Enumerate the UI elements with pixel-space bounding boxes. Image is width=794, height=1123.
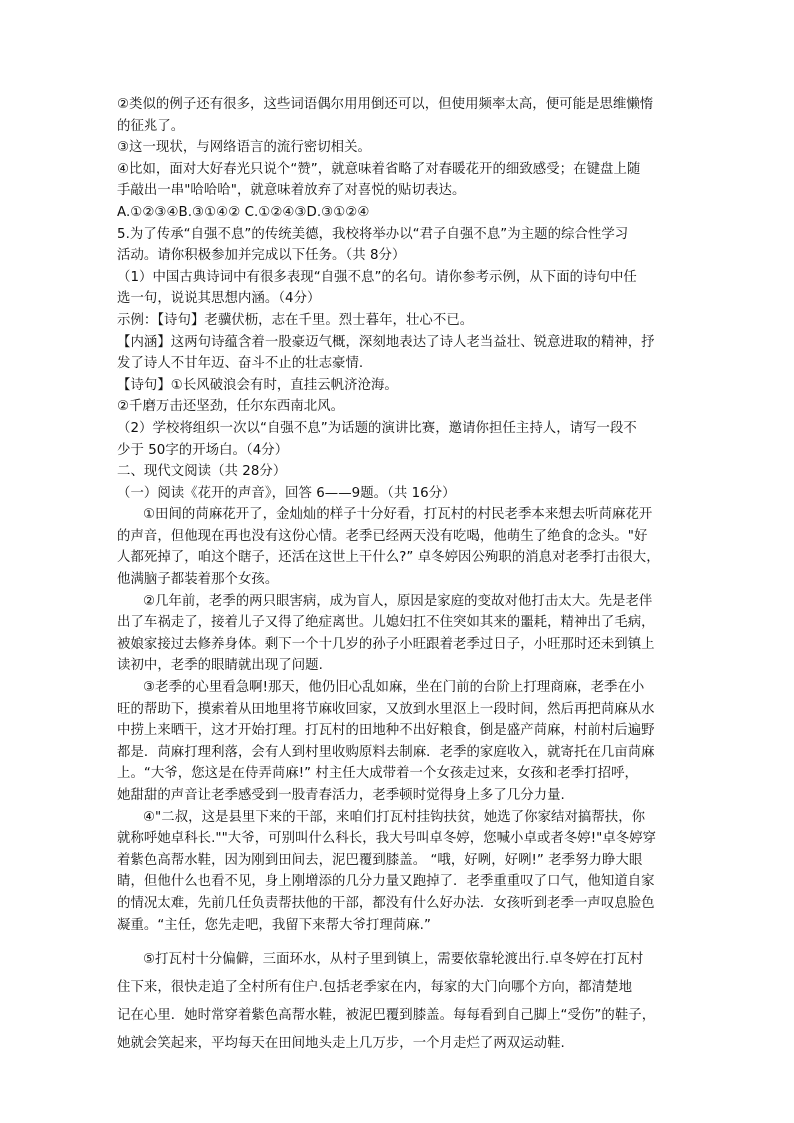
poem-option-1: 【诗句】①长风破浪会有时，直挂云帆济沧海。: [117, 377, 398, 393]
text-line: 上。“大爷，您这是在侍弄苘麻!” 村主任大成带着一个女孩走过来，女孩和老季打招呼，: [117, 766, 638, 782]
paragraph-4: ④"二叔，这是县里下来的干部，来咱们打瓦村挂钩扶贫，她选了你家结对搞帮扶，你: [143, 809, 646, 825]
text-line: ④比如，面对大好春光只说个“赞”，就意味着省略了对春暖花开的细致感受；在键盘上随: [117, 161, 641, 177]
text-line: ③这一现状，与网络语言的流行密切相关。: [117, 140, 371, 156]
text-line: 选一句，说说其思想内涵。（4分）: [117, 291, 321, 307]
text-line: 中捞上来晒干，这才开始打理。打瓦村的田地种不出好粮食，倒是盛产苘麻，村前村后遍野: [117, 723, 655, 739]
text-line: 凝重。“主任，您先走吧，我留下来帮大爷打理苘麻.”: [117, 917, 431, 933]
reading-instruction: （一）阅读《花开的声音》，回答 6——9题。（共 16分）: [117, 485, 456, 501]
text-line: 手敲出一串"哈哈哈"，就意味着放弃了对喜悦的贴切表达。: [117, 183, 466, 199]
poem-option-2: ②千磨万击还坚劲，任尔东西南北风。: [117, 399, 345, 415]
sub-question-2: （2）学校将组织一次以“自强不息”为话题的演讲比赛，邀请你担任主持人，请写一段不: [117, 420, 637, 436]
sub-question-1: （1）中国古典诗词中有很多表现“自强不息”的名句。请你参考示例，从下面的诗句中任: [117, 269, 637, 285]
text-line: 少于 50字的开场白。（4分）: [117, 442, 289, 458]
text-line: 的情况太难，先前几任负责帮扶他的干部，都没有什么好办法．女孩听到老季一声叹息脸色: [117, 895, 655, 911]
text-line: 住下来，很快走追了全村所有住户.包括老季家在内，每家的大门向哪个方向，都清楚地: [117, 980, 633, 996]
text-line: 睛，但他什么也看不见，身上刚增添的几分力量又跑掉了．老季重重叹了口气，他知道自家: [117, 874, 655, 890]
text-line: 就称呼她卓科长.""大爷，可别叫什么科长，我大号叫卓冬婷，您喊小卓或者冬婷!"卓冬婷穿: [117, 831, 657, 847]
example-poem: 示例：【诗句】老骥伏枥，志在千里。烈士暮年，壮心不已。: [117, 312, 474, 328]
text-line: 出了车祸走了，接着儿子又得了绝症离世。儿媳妇扛不住突如其来的噩耗，精神出了毛病，: [117, 615, 655, 631]
text-line: 的征兆了。: [117, 118, 185, 134]
text-line: 发了诗人不甘年迈、奋斗不止的壮志豪情.: [117, 356, 364, 372]
section-heading: 二、现代文阅读（共 28分）: [117, 464, 287, 480]
text-line: 都是．苘麻打理利落，会有人到村里收购原料去制麻．老季的家庭收入，就寄托在几亩苘麻: [117, 744, 655, 760]
text-line: 被娘家接过去修养身体。剩下一个十几岁的孙子小旺跟着老季过日子，小旺那时还未到镇上: [117, 636, 655, 652]
text-line: 他满脑子都装着那个女孩。: [117, 572, 279, 588]
text-line: 着紫色高帮水鞋，因为刚到田间去，泥巴覆到膝盖。 “哦，好咧，好咧!” 老季努力睁大眼: [117, 852, 643, 868]
text-line: 的声音，但他现在再也没有这份心情。老季已经两天没有吃喝，他萌生了绝食的念头。"好: [117, 528, 648, 544]
exam-page: [117, 94, 680, 1058]
paragraph-5: ⑤打瓦村十分偏僻，三面环水，从村子里到镇上，需要依靠轮渡出行.卓冬婷在打瓦村: [143, 952, 644, 968]
text-line: 旺的帮助下，摸索着从田地里将节麻收回家，又放到水里沤上一段时间，然后再把苘麻从水: [117, 701, 655, 717]
text-line: 她甜甜的声音让老季感受到一股青春活力，老季顿时觉得身上多了几分力量.: [117, 788, 565, 803]
text-line: 记在心里．她时常穿着紫色高帮水鞋，被泥巴覆到膝盖。每每看到自己脚上“受伤”的鞋子，: [117, 1008, 656, 1024]
answer-options: A.①②③④B.③①④② C.①②④③D.③①②④: [117, 204, 370, 220]
text-line: 读初中，老季的眼睛就出现了问题.: [117, 658, 323, 674]
text-line: 她就会笑起来，平均每天在田间地头走上几万步，一个月走烂了两双运动鞋.: [117, 1036, 565, 1052]
text-line: 人都死掉了，咱这个瞎子，还活在这世上干什么?” 卓冬婷因公殉职的消息对老季打击很大，: [117, 550, 660, 566]
paragraph-1: ①田间的苘麻花开了，金灿灿的样子十分好看，打瓦村的村民老季本来想去听苘麻花开: [143, 507, 653, 523]
text-line: ②类似的例子还有很多，这些词语偶尔用用倒还可以，但使用频率太高，便可能是思维懒惰: [117, 97, 654, 112]
paragraph-3: ③老季的心里看急啊!那天，他仍旧心乱如麻，坐在门前的台阶上打理商麻，老季在小: [143, 680, 645, 696]
example-meaning: 【内涵】这两句诗蕴含着一股豪迈气概，深刻地表达了诗人老当益壮、锐意进取的精神，抒: [117, 334, 655, 350]
paragraph-2: ②几年前，老季的两只眼害病，成为盲人，原因是家庭的变故对他打击太大。先是老伴: [143, 593, 653, 609]
question-5-stem: 5.为了传承“自强不息”的传统美德，我校将举办以“君子自强不息”为主题的综合性学习: [117, 226, 629, 242]
text-line: 活动。请你积极参加并完成以下任务。（共 8分）: [117, 248, 406, 264]
